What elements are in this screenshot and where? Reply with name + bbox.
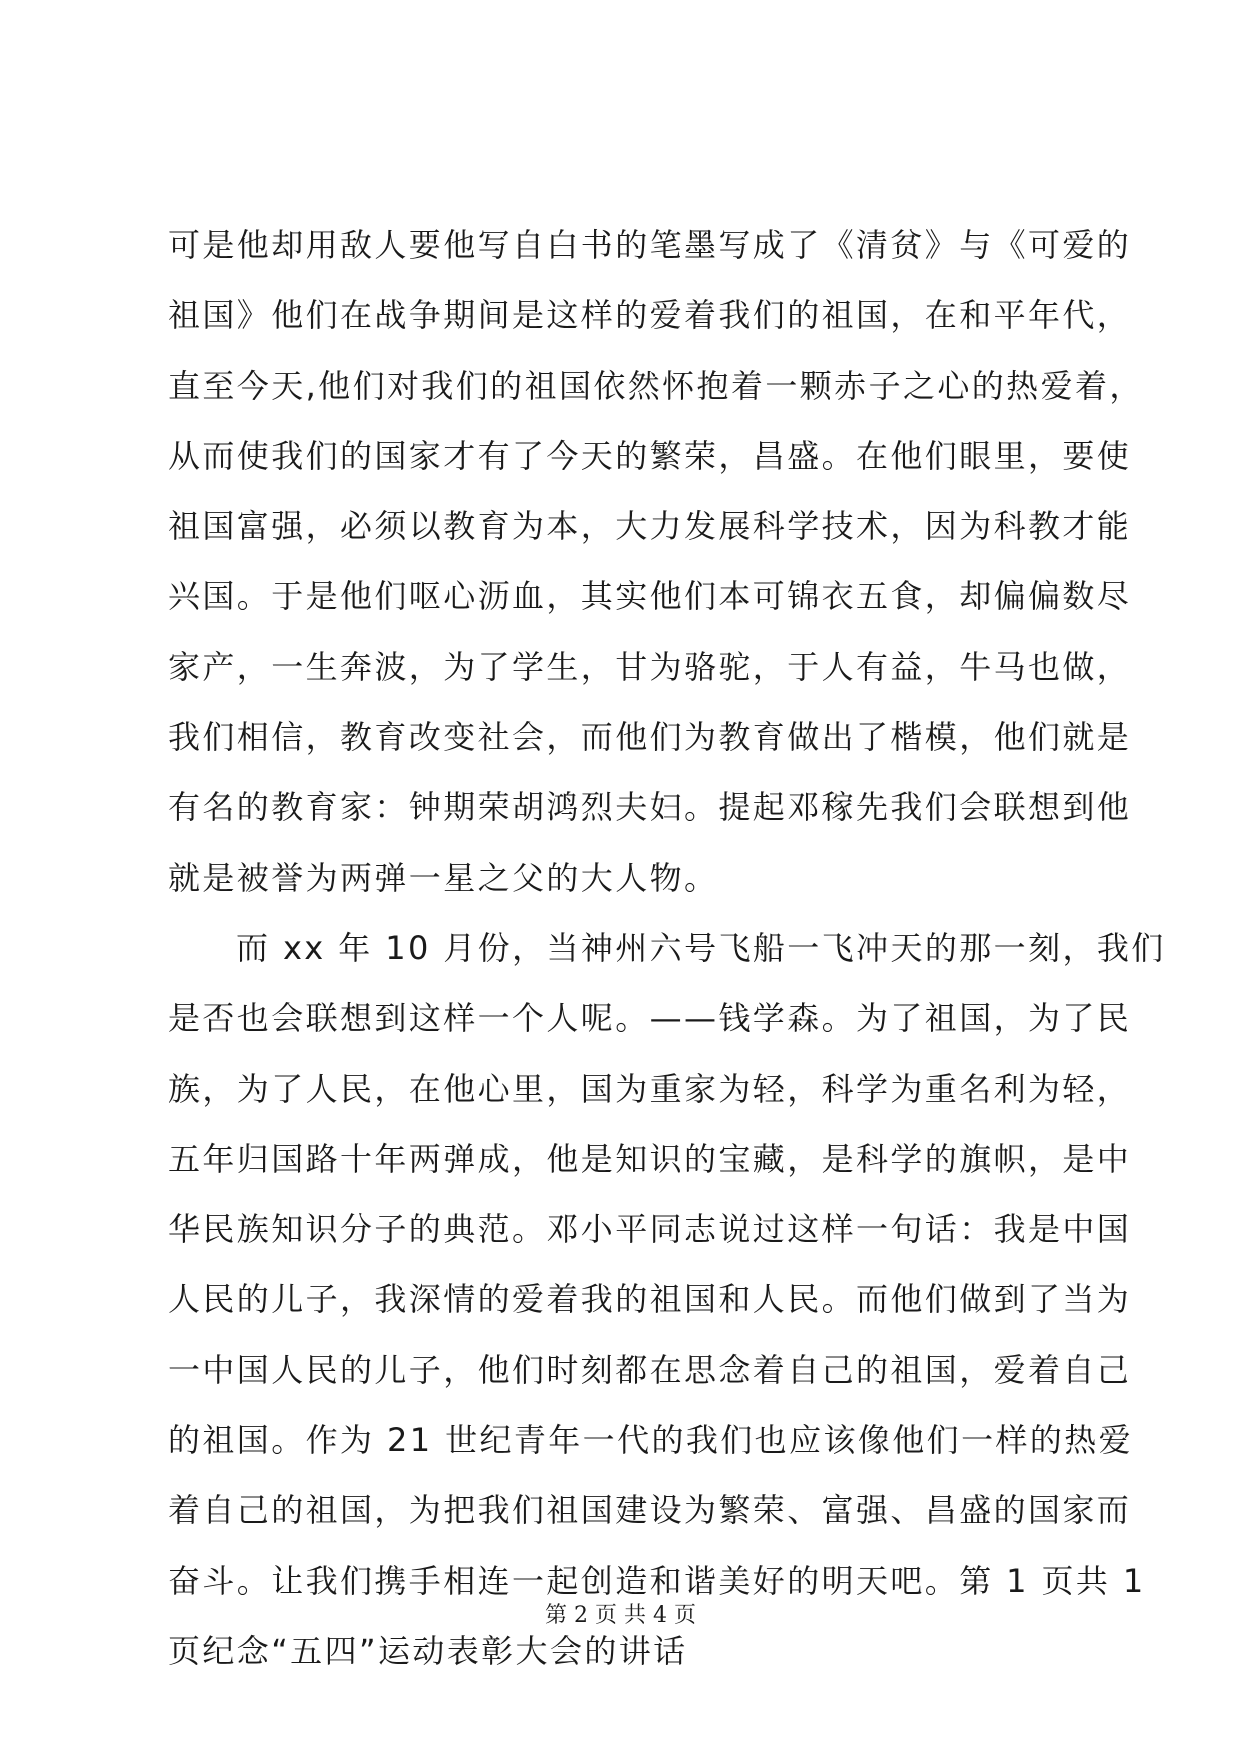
text-line: 华民族知识分子的典范。邓小平同志说过这样一句话：我是中国 (168, 1210, 1132, 1249)
text-line: 家产，一生奔波，为了学生，甘为骆驼，于人有益，牛马也做， (168, 647, 1132, 686)
paragraph-first-line: 而 xx 年 10 月份，当神州六号飞船一飞冲天的那一刻，我们 (236, 928, 1166, 967)
text-line: 我们相信，教育改变社会，而他们为教育做出了楷模，他们就是 (168, 718, 1132, 757)
text-line: 兴国。于是他们呕心沥血，其实他们本可锦衣五食，却偏偏数尽 (168, 577, 1132, 616)
text-line: 页纪念“五四”运动表彰大会的讲话 (168, 1631, 688, 1670)
text-line: 有名的教育家：钟期荣胡鸿烈夫妇。提起邓稼先我们会联想到他 (168, 788, 1132, 827)
text-line: 从而使我们的国家才有了今天的繁荣，昌盛。在他们眼里，要使 (168, 436, 1132, 475)
text-line: 是否也会联想到这样一个人呢。——钱学森。为了祖国，为了民 (168, 999, 1132, 1038)
text-line: 直至今天,他们对我们的祖国依然怀抱着一颗赤子之心的热爱着， (168, 366, 1144, 405)
text-line: 着自己的祖国，为把我们祖国建设为繁荣、富强、昌盛的国家而 (168, 1491, 1132, 1530)
text-line: 五年归国路十年两弹成，他是知识的宝藏，是科学的旗帜，是中 (168, 1139, 1132, 1178)
text-line: 奋斗。让我们携手相连一起创造和谐美好的明天吧。第 1 页共 1 (168, 1561, 1146, 1600)
text-line: 一中国人民的儿子，他们时刻都在思念着自己的祖国，爱着自己 (168, 1350, 1132, 1389)
text-line: 祖国》他们在战争期间是这样的爱着我们的祖国，在和平年代， (168, 296, 1132, 335)
text-line: 族，为了人民，在他心里，国为重家为轻，科学为重名利为轻， (168, 1069, 1132, 1108)
text-line: 就是被誉为两弹一星之父的大人物。 (168, 858, 719, 897)
text-line: 的祖国。作为 21 世纪青年一代的我们也应该像他们一样的热爱 (168, 1421, 1134, 1460)
text-line: 可是他却用敌人要他写自白书的笔墨写成了《清贫》与《可爱的 (168, 226, 1132, 264)
body-text (168, 210, 1166, 1686)
text-line: 人民的儿子，我深情的爱着我的祖国和人民。而他们做到了当为 (168, 1280, 1132, 1319)
page-number-footer: 第 2 页 共 4 页 (545, 1603, 696, 1628)
text-line: 祖国富强，必须以教育为本，大力发展科学技术，因为科教才能 (168, 507, 1132, 546)
